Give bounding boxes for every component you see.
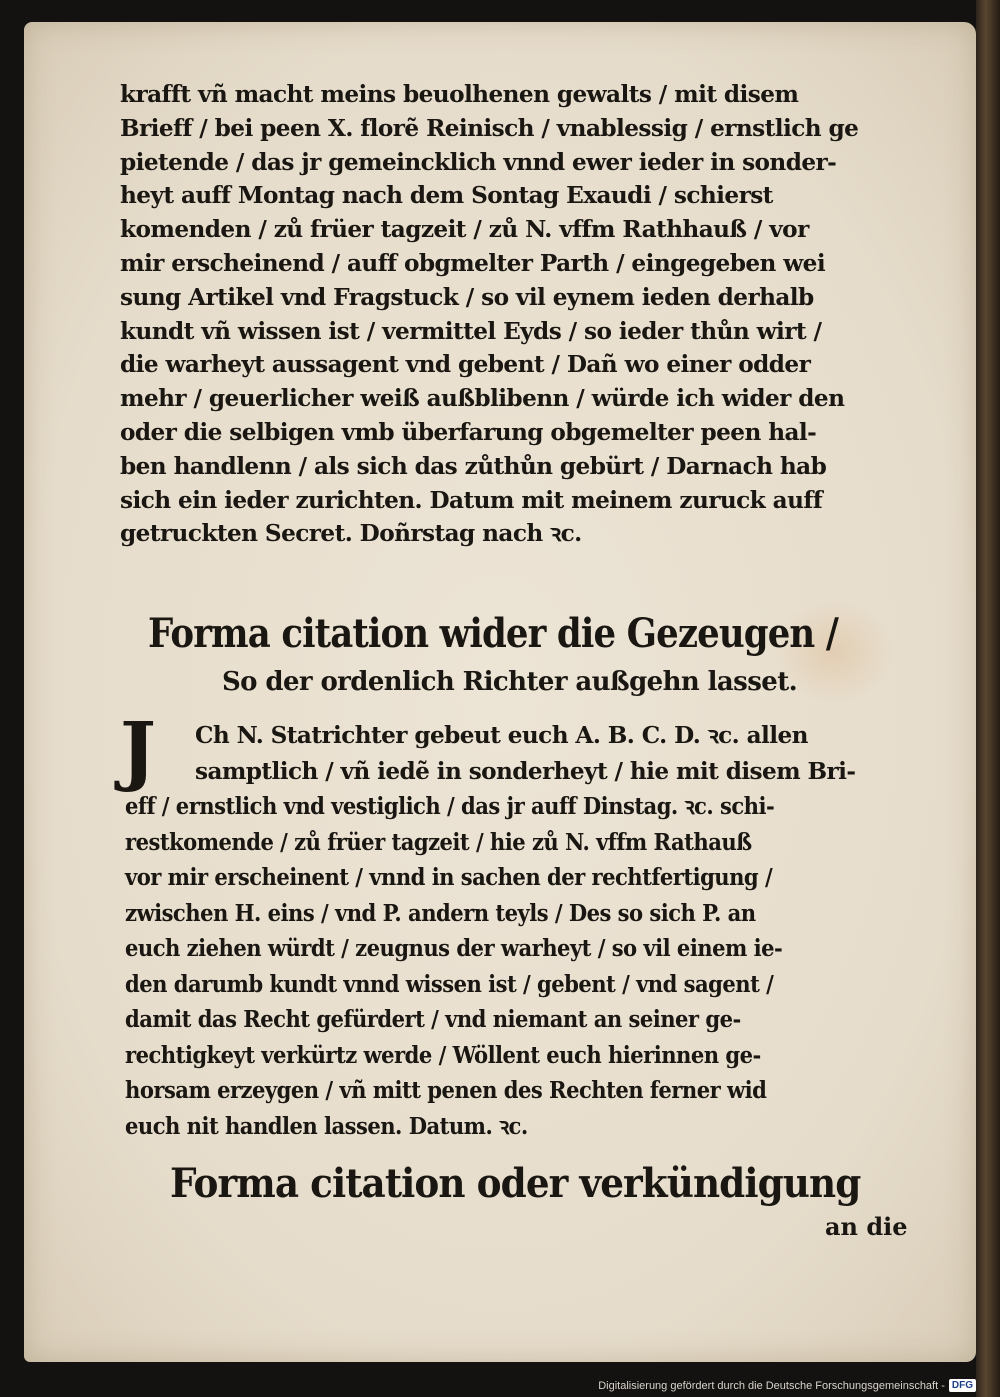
body-text-2-line: eff / ernstlich vnd vestiglich / das jr auff Dinstag. ꝛc. schi- [125, 792, 775, 820]
body-text-1-line: sich ein ieder zurichten. Datum mit meinem zuruck auff [120, 485, 823, 514]
dfg-logo: DFG [949, 1379, 976, 1392]
body-text-2-line: samptlich / vñ iedẽ in sonderheyt / hie mit disem Bri- [195, 756, 856, 785]
catchword: an die [825, 1212, 908, 1241]
body-text-2-line: den darumb kundt vnnd wissen ist / gebent / vnd sagent / [125, 969, 774, 998]
body-text-2-line: horsam erzeygen / vñ mitt penen des Rechten ferner wid [125, 1076, 767, 1104]
body-text-1-line: mehr / geuerlicher weiß außblibenn / würde ich wider den [120, 384, 845, 413]
body-text-1-line: oder die selbigen vmb überfarung obgemelter peen hal- [120, 417, 817, 446]
body-text-block-1 [120, 78, 910, 551]
body-text-2-line: damit das Recht gefürdert / vnd niemant an seiner ge- [125, 1005, 741, 1033]
body-text-2-line: rechtigkeyt verkürtz werde / Wöllent euch hierinnen ge- [125, 1040, 761, 1069]
body-text-1-line: kundt vñ wissen ist / vermittel Eyds / so ieder thůn wirt / [120, 316, 822, 345]
body-text-1-line: heyt auff Montag nach dem Sontag Exaudi / schierst [120, 181, 773, 210]
body-text-2-line: euch ziehen würdt / zeugnus der warheyt / so vil einem ie- [125, 934, 783, 962]
body-text-2-line: restkomende / zů früer tagzeit / hie zů N. vffm Rathauß [125, 827, 752, 856]
body-text-1-line: pietende / das jr gemeincklich vnnd ewer ieder in sonder- [120, 147, 837, 176]
body-text-2-line: zwischen H. eins / vnd P. andern teyls / Des so sich P. an [125, 898, 756, 927]
decorated-initial: J [120, 705, 156, 794]
body-text-2-line: euch nit handlen lassen. Datum. ꝛc. [125, 1111, 528, 1140]
body-text-1-line: krafft vñ macht meins beuolhenen gewalts / mit disem [120, 80, 799, 108]
body-text-1-line: die warheyt aussagent vnd gebent / Dañ wo einer odder [120, 350, 811, 379]
book-spine [976, 0, 1000, 1397]
section-heading-citation-announcement: Forma citation oder verkündigung [170, 1160, 861, 1207]
digitization-credit [598, 1379, 976, 1392]
section-subheading: So der ordenlich Richter außgehn lasset. [222, 667, 798, 697]
body-text-1-line: getruckten Secret. Doñrstag nach ꝛc. [120, 519, 582, 548]
body-text-block-2 [125, 718, 915, 1144]
body-text-1-line: komenden / zů früer tagzeit / zů N. vffm Rathhauß / vor [120, 215, 809, 244]
body-text-1-line: sung Artikel vnd Fragstuck / so vil eynem ieden derhalb [120, 282, 814, 311]
section-heading-citation-witnesses: Forma citation wider die Gezeugen / [148, 610, 838, 657]
body-text-1-line: mir erscheinend / auff obgmelter Parth / eingegeben wei [120, 248, 826, 277]
credit-text: Digitalisierung gefördert durch die Deutsche Forschungsgemeinschaft - [598, 1379, 945, 1392]
body-text-1-line: Brieff / bei peen X. florẽ Reinisch / vnablessig / ernstlich ge [120, 113, 859, 142]
body-text-2-line: Ch N. Statrichter gebeut euch A. B. C. D. ꝛc. allen [195, 721, 808, 749]
body-text-1-line: ben handlenn / als sich das zůthůn gebürt / Darnach hab [120, 451, 827, 480]
body-text-2-line: vor mir erscheinent / vnnd in sachen der rechtfertigung / [125, 863, 773, 891]
